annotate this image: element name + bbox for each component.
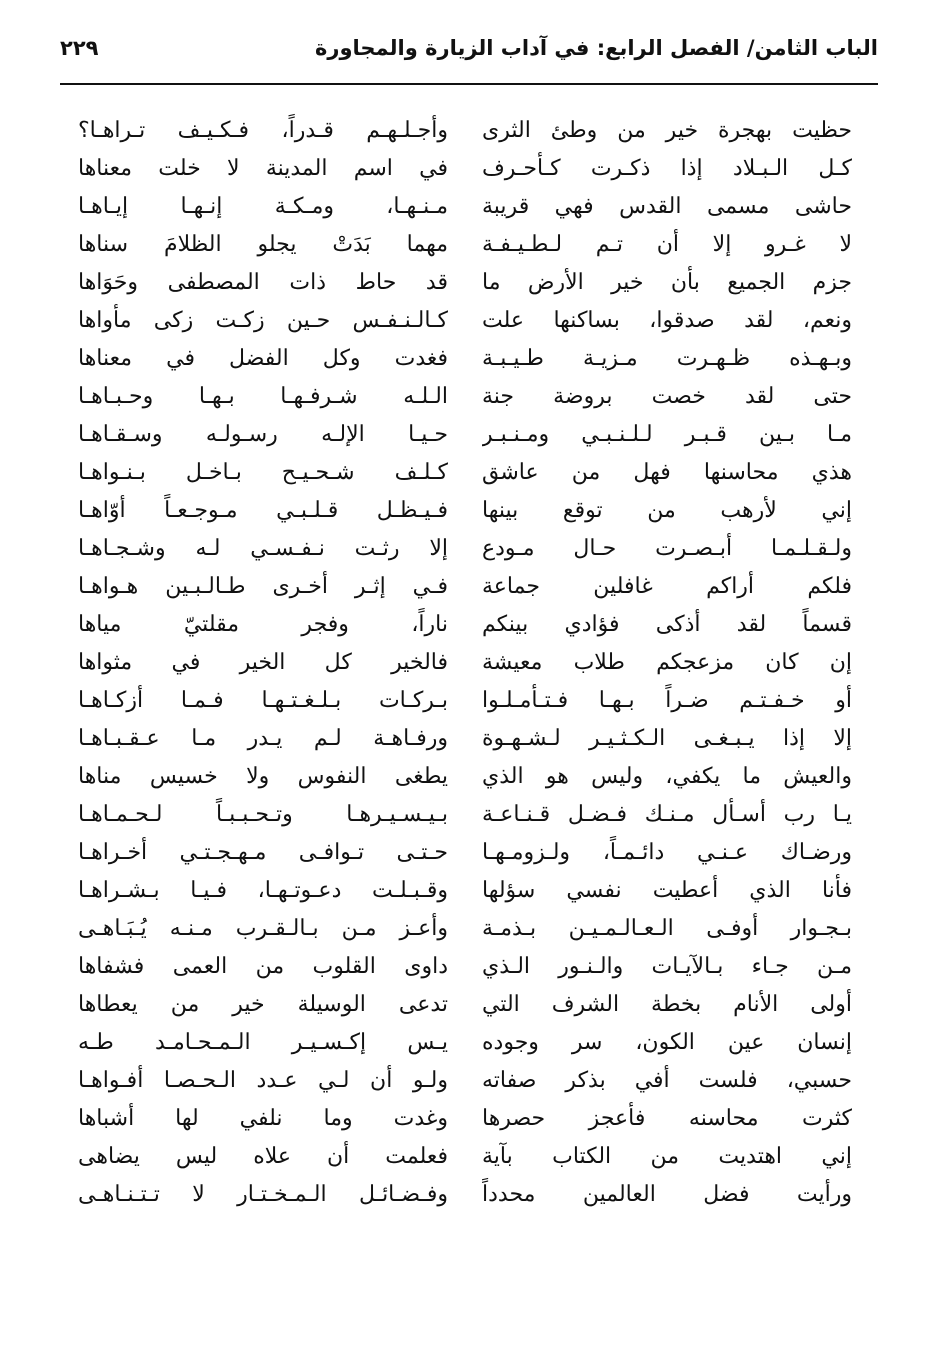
- running-head: الباب الثامن/ الفصل الرابع: في آداب الزيارة والمجاورة: [315, 36, 878, 60]
- verse-second-hemistich: فعلمت أن علاه ليس يضاهى: [78, 1144, 448, 1169]
- verse-first-hemistich: حسبي، فلست أفي بذكر صفاته: [482, 1068, 852, 1093]
- verse-second-hemistich: داوى القلوب من العمى فشفاها: [78, 954, 448, 979]
- verse-second-hemistich: فـي إثـر أخـرى طـالـبـين هـواهـا: [78, 574, 448, 599]
- verse-second-hemistich: وفـضـائـل الـمـخـتـار لا تـتـنـاهـى: [78, 1182, 448, 1207]
- verse-first-hemistich: هذي محاسنها فهل من عاشق: [482, 460, 852, 485]
- verse-first-hemistich: أو خـفـتـم ضـراً بـهـا فـتـأمـلـوا: [482, 688, 852, 713]
- verse-first-hemistich: ورضـاك عـنـي دائـمـاً، ولـزومـهـا: [482, 840, 852, 865]
- verse-first-hemistich: ورأيت فضل العالمين محدداً: [482, 1182, 852, 1207]
- verse-first-hemistich: ولـقـلـمـا أبـصـرت حـال مـودع: [482, 536, 852, 561]
- verse-second-hemistich: فـيـظـل قـلـبـي مـوجـعـاً أوّاهـا: [78, 498, 448, 523]
- verse-second-hemistich: كـلـف شـحـيـح بـاخـل بـنـواهـا: [78, 460, 448, 485]
- verse-second-hemistich: وأعـز مـن بـالـقـرب مـنـه يُـبَـاهـى: [78, 916, 448, 941]
- verse-first-hemistich: ونعم، لقد صدقوا، بساكنها علت: [482, 308, 852, 333]
- poem-column-right: [482, 112, 852, 1214]
- header-rule: [60, 83, 878, 85]
- verse-first-hemistich: كثرت محاسنه فأعجز حصرها: [482, 1106, 852, 1131]
- verse-first-hemistich: إن كان مزعجكم طلاب معيشة: [482, 650, 852, 675]
- verse-first-hemistich: فأنا الذي أعطيت نفسي سؤلها: [482, 878, 852, 903]
- page-number: ٢٢٩: [60, 36, 99, 60]
- verse-second-hemistich: يطغى النفوس ولا خسيس مناها: [78, 764, 448, 789]
- verse-second-hemistich: وأجـلـهـم قـدراً، فـكـيـف تـراهـا؟: [78, 118, 448, 143]
- verse-first-hemistich: أولى الأنام بخطة الشرف التي: [482, 992, 852, 1017]
- verse-first-hemistich: حتى لقد خصت بروضة جنة: [482, 384, 852, 409]
- verse-second-hemistich: بـيـسـيـرهـا وتـحـبـبـاً لـحـمـاهـا: [78, 802, 448, 827]
- verse-second-hemistich: فالخير كل الخير في مثواها: [78, 650, 448, 675]
- poem-column-left: [78, 112, 448, 1214]
- verse-first-hemistich: قسماً لقد أذكى فؤادي بينكم: [482, 612, 852, 637]
- verse-second-hemistich: قد حاط ذات المصطفى وحَوَاها: [78, 270, 448, 295]
- verse-first-hemistich: وبـهـذه ظـهـرت مـزيـة طـيـبـة: [482, 346, 852, 371]
- verse-second-hemistich: كـالـنـفـس حـين زكـت زكى مأواها: [78, 308, 448, 333]
- verse-second-hemistich: فغدت وكل الفضل في معناها: [78, 346, 448, 371]
- verse-first-hemistich: إني اهتديت من الكتاب بآية: [482, 1144, 852, 1169]
- verse-second-hemistich: تدعى الوسيلة خير من يعطاها: [78, 992, 448, 1017]
- verse-second-hemistich: مـنـهـا، ومـكـة إنـهـا إيـاهـا: [78, 194, 448, 219]
- verse-second-hemistich: حـيـا الإلـه رسـولـه وسـقـاهـا: [78, 422, 448, 447]
- verse-first-hemistich: إنسان عين الكون، سر وجوده: [482, 1030, 852, 1055]
- verse-second-hemistich: في اسم المدينة لا خلت معناها: [78, 156, 448, 181]
- page-header: [60, 30, 878, 70]
- verse-first-hemistich: إني لأرهب من توقع بينها: [482, 498, 852, 523]
- verse-first-hemistich: فلكم أراكم غافلين جماعة: [482, 574, 852, 599]
- verse-first-hemistich: بـجـوار أوفـى الـعـالـمـيـن بـذمـة: [482, 916, 852, 941]
- verse-first-hemistich: حاشى مسمى القدس فهي قريبة: [482, 194, 852, 219]
- verse-second-hemistich: ورفـاهـة لـم يـدر مـا عـقـبـاهـا: [78, 726, 448, 751]
- verse-first-hemistich: إلا إذا يـبـغـى الـكـثـيـر لـشـهـوة: [482, 726, 852, 751]
- verse-second-hemistich: إلا رثـت نـفـسـي لـه وشـجـاهـا: [78, 536, 448, 561]
- verse-first-hemistich: مـن جـاء بـالآيـات والـنـور الـذي: [482, 954, 852, 979]
- verse-second-hemistich: وغدت وما نلفي لها أشباها: [78, 1106, 448, 1131]
- verse-first-hemistich: جزم الجميع بأن خير الأرض ما: [482, 270, 852, 295]
- verse-first-hemistich: والعيش ما يكفي، وليس هو الذي: [482, 764, 852, 789]
- verse-second-hemistich: يـس إكـسـيـر الـمـحـامـد طـه: [78, 1030, 448, 1055]
- verse-second-hemistich: حـتـى تـوافـى مـهـجـتـي أخـراهـا: [78, 840, 448, 865]
- verse-first-hemistich: يـا رب أسـأل مـنـك فـضـل قـنـاعـة: [482, 802, 852, 827]
- verse-first-hemistich: مـا بـين قـبـر لـلـنـبـي ومـنـبـر: [482, 422, 852, 447]
- verse-second-hemistich: وقـبـلـت دعـوتـهـا، فـيـا بـشـراهـا: [78, 878, 448, 903]
- verse-second-hemistich: الـلـه شـرفـهـا بـهـا وحـبـاهـا: [78, 384, 448, 409]
- verse-second-hemistich: بـركـات بـلـغـتـهـا فـمـا أزكـاهـا: [78, 688, 448, 713]
- verse-second-hemistich: ولـو أن لـي عـدد الـحـصـا أفـواهـا: [78, 1068, 448, 1093]
- verse-first-hemistich: كـل الـبـلاد إذا ذكـرت كـأحـرف: [482, 156, 852, 181]
- verse-second-hemistich: ناراً، وفجر مقلتيّ مياها: [78, 612, 448, 637]
- verse-second-hemistich: مهما بَدَتْ يجلو الظلامَ سناها: [78, 232, 448, 257]
- verse-first-hemistich: لا غـرو إلا أن تـم لـطـيـفـة: [482, 232, 852, 257]
- verse-first-hemistich: حظيت بهجرة خير من وطئ الثرى: [482, 118, 852, 143]
